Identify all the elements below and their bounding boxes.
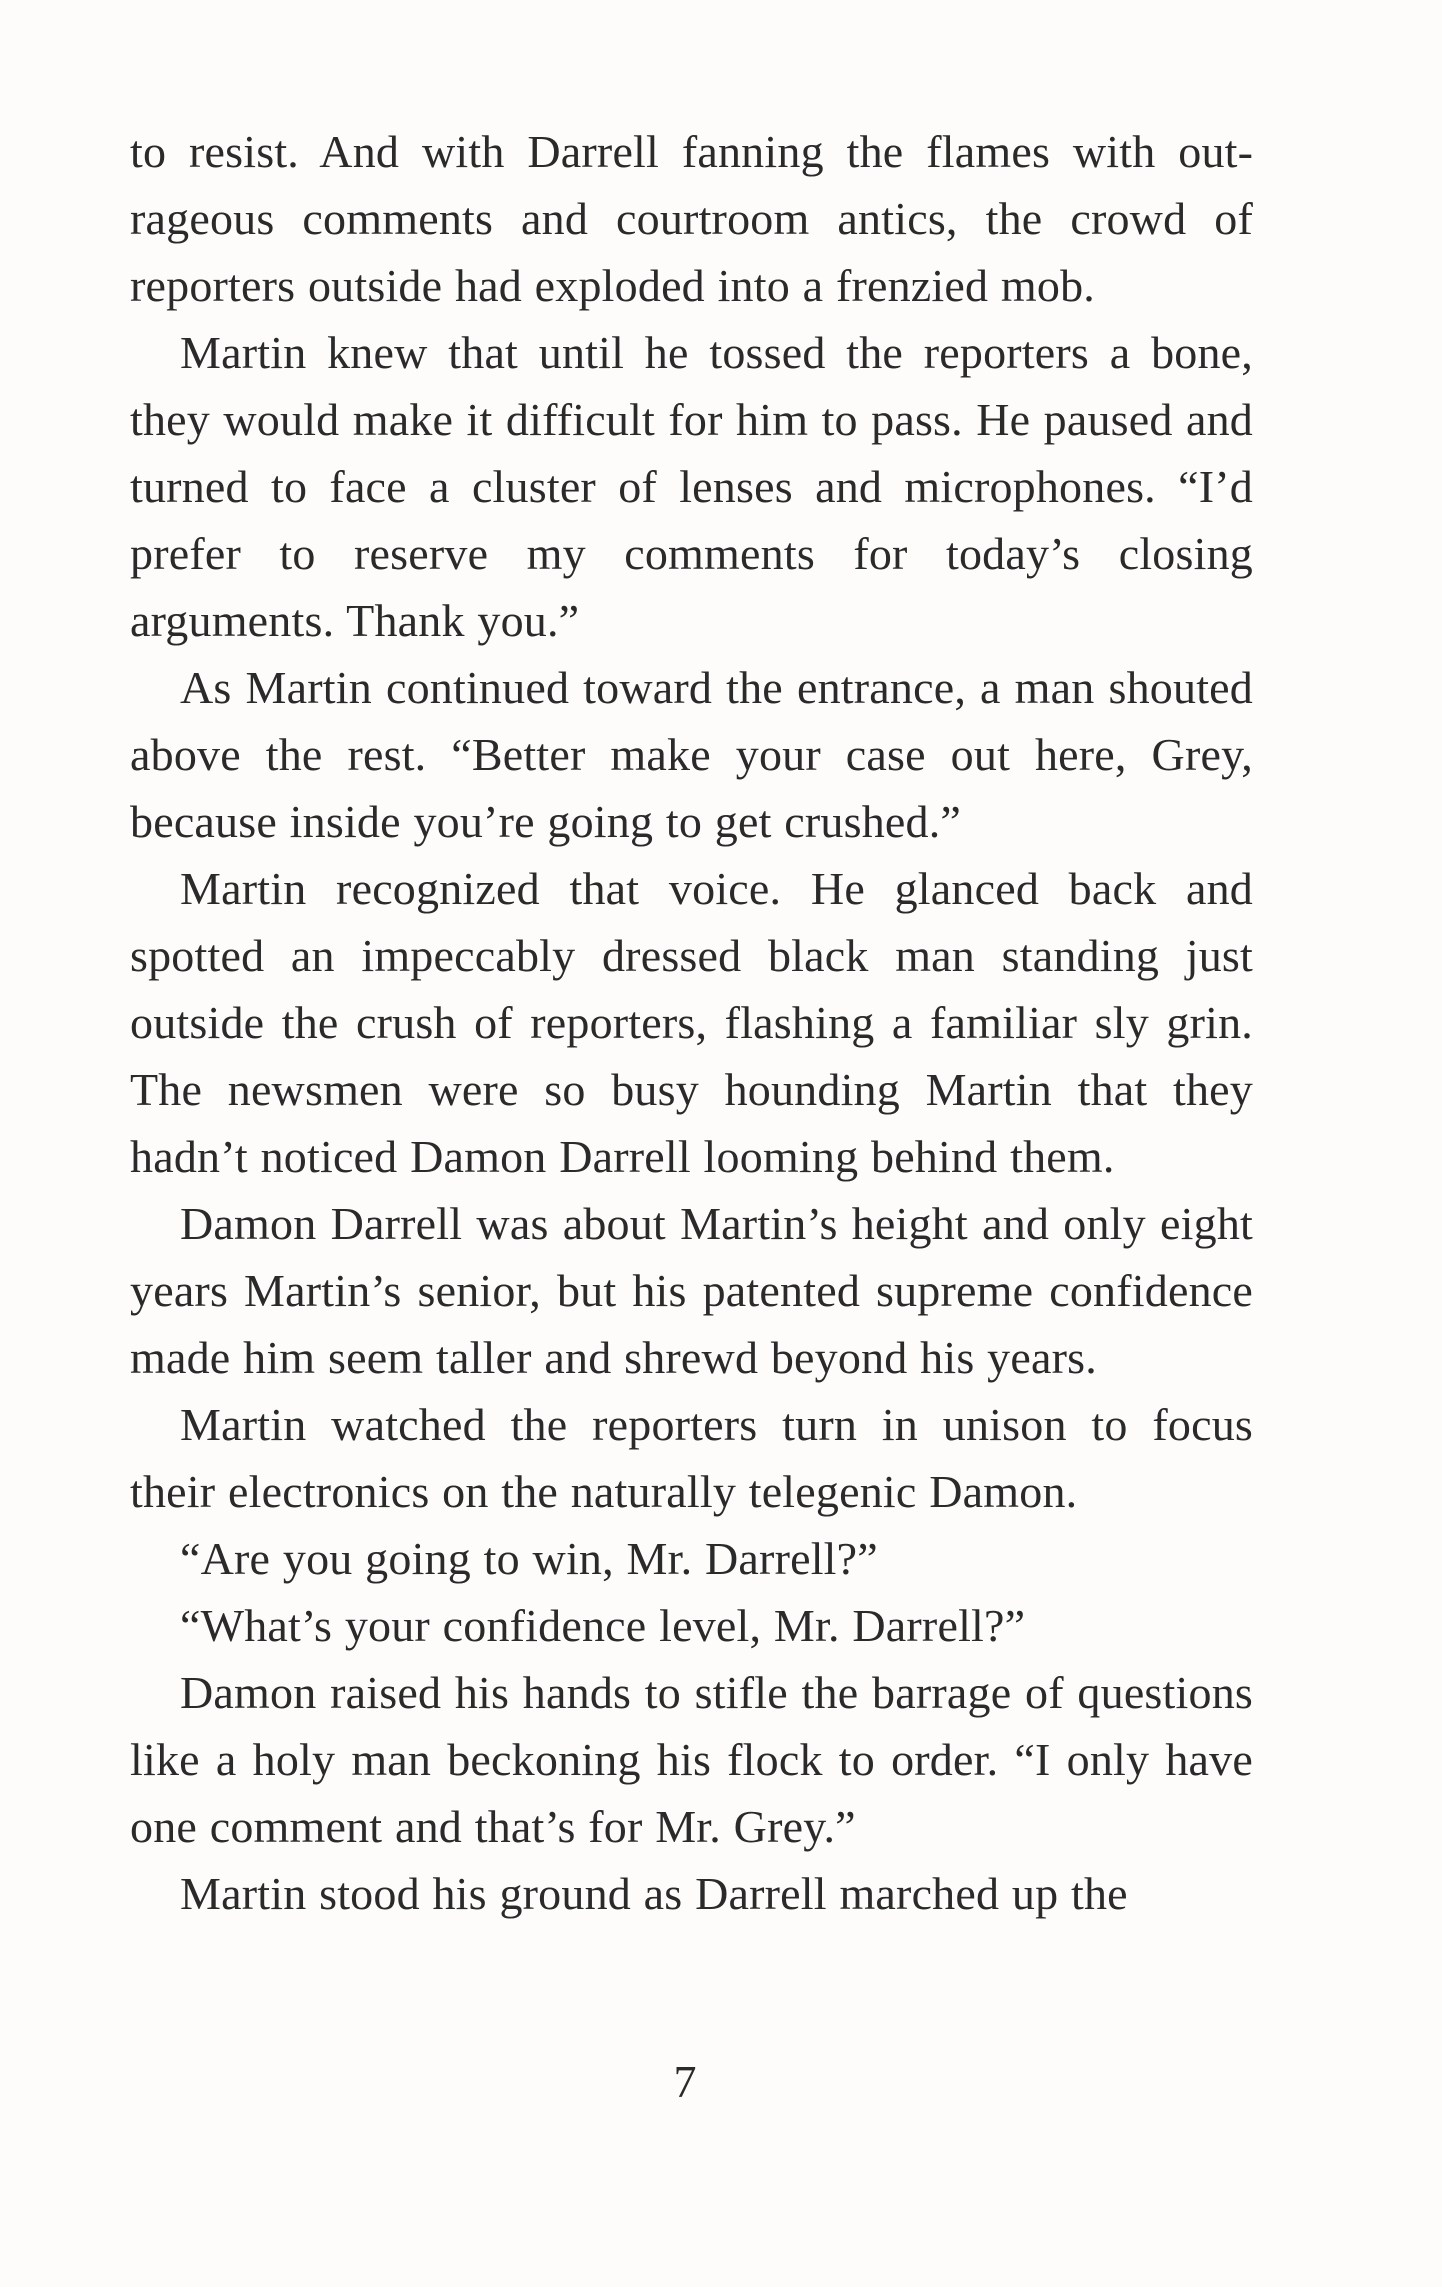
- page-number: 7: [673, 2056, 697, 2107]
- page-body: [130, 118, 1253, 1927]
- paragraph-4: Martin recognized that voice. He glanced back and spotted an impeccably dressed black man standing just outside the crush of reporters, flashing a familiar sly grin. The newsmen were so busy hounding Martin that they hadn’t noticed Damon Darrell looming behind them.: [130, 863, 1253, 1182]
- paragraph-1: to resist. And with Darrell fanning the flames with outrageous comments and courtroom antics, the crowd of reporters outside had exploded into a frenzied mob.: [130, 126, 1253, 311]
- paragraph-8: “What’s your confidence level, Mr. Darrell?”: [180, 1600, 1026, 1651]
- paragraph-2: Martin knew that until he tossed the reporters a bone, they would make it difficult for him to pass. He paused and turned to face a cluster of lenses and microphones. “I’d prefer to reserve my comments for today’s closing arguments. Thank you.”: [130, 327, 1253, 646]
- paragraph-9: Damon raised his hands to stifle the barrage of questions like a holy man beckoning his flock to order. “I only have one comment and that’s for Mr. Grey.”: [130, 1667, 1253, 1852]
- paragraph-5: Damon Darrell was about Martin’s height and only eight years Martin’s senior, but his patented supreme confidence made him seem taller and shrewd beyond his years.: [130, 1198, 1253, 1383]
- paragraph-3: As Martin continued toward the entrance, a man shouted above the rest. “Better make your case out here, Grey, because inside you’re going to get crushed.”: [130, 662, 1253, 847]
- paragraph-10: Martin stood his ground as Darrell marched up the: [180, 1868, 1128, 1919]
- paragraph-7: “Are you going to win, Mr. Darrell?”: [180, 1533, 878, 1584]
- paragraph-6: Martin watched the reporters turn in unison to focus their electronics on the naturally telegenic Damon.: [130, 1399, 1253, 1517]
